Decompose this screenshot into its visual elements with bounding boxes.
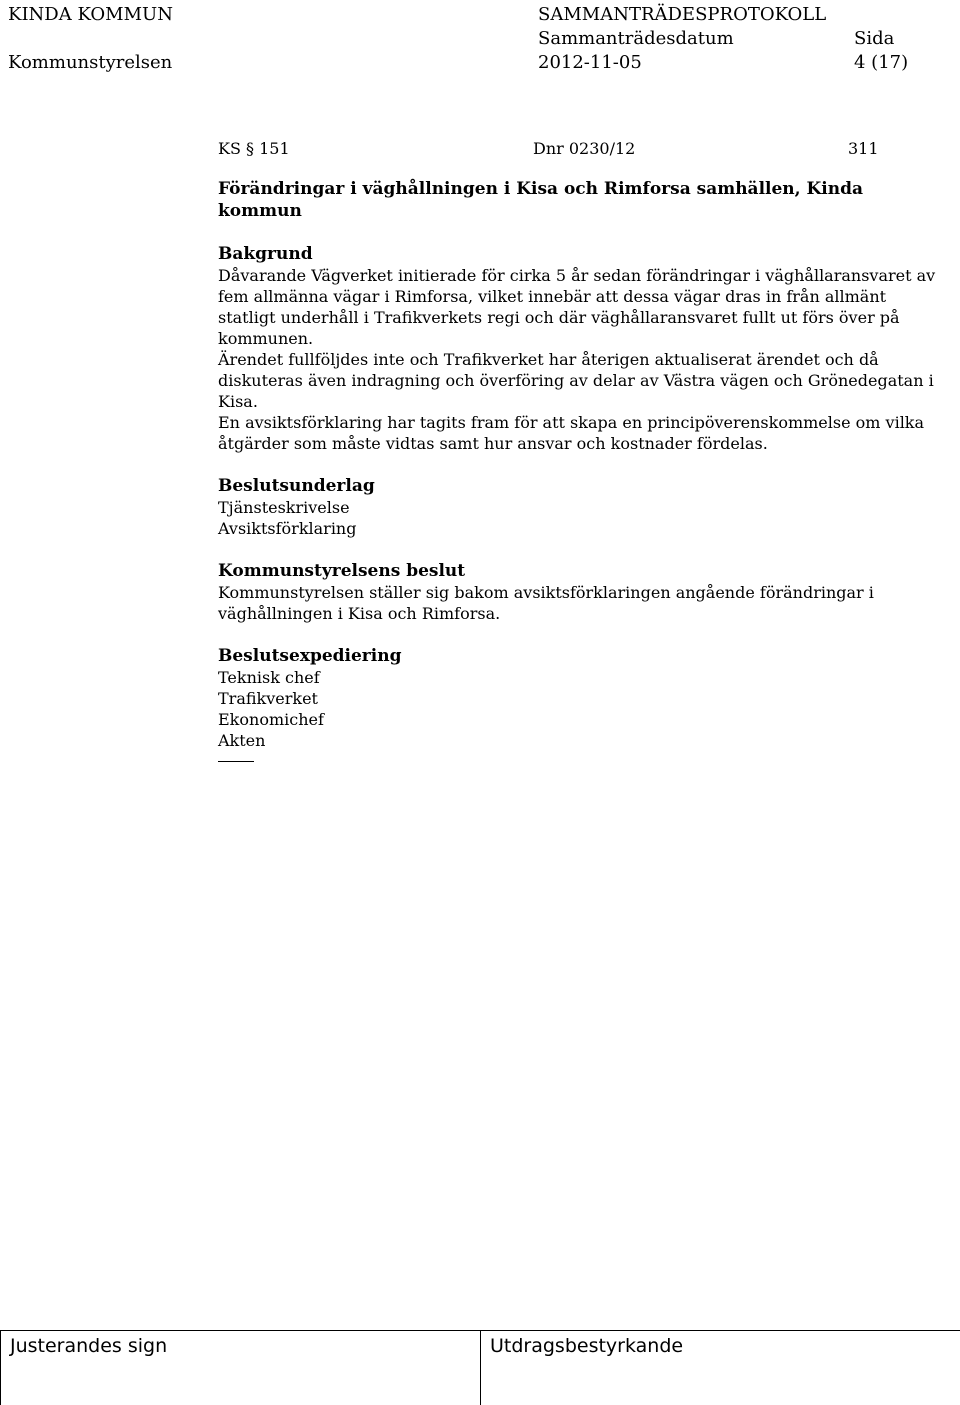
committee-name: Kommunstyrelsen xyxy=(8,52,173,73)
end-line xyxy=(218,761,254,762)
meeting-date: 2012-11-05 xyxy=(538,52,642,73)
certified-label: Utdragsbestyrkande xyxy=(490,1335,684,1357)
paragraph: Ärendet fullföljdes inte och Trafikverket har återigen aktualiserat ärendet och då diskuteras även indragning och överföring av delar av Västra vägen och Grönedegatan i Kisa. xyxy=(218,350,934,411)
page-label: Sida xyxy=(854,28,895,49)
case-reference-row xyxy=(218,138,938,160)
heading-beslutsexpediering: Beslutsexpediering xyxy=(218,646,402,666)
protocol-body xyxy=(218,138,938,762)
section-beslut xyxy=(218,560,938,624)
org-name: KINDA KOMMUN xyxy=(8,4,173,25)
date-label: Sammanträdesdatum xyxy=(538,28,734,49)
heading-beslutsunderlag: Beslutsunderlag xyxy=(218,476,375,496)
page-number: 4 (17) xyxy=(854,52,909,73)
sign-box xyxy=(0,1331,481,1405)
list-item: Avsiktsförklaring xyxy=(218,519,357,538)
ks-paragraph: KS § 151 xyxy=(218,139,290,158)
heading-beslut: Kommunstyrelsens beslut xyxy=(218,561,466,581)
case-dnr: Dnr 0230/12 xyxy=(533,139,636,158)
protocol-label: SAMMANTRÄDESPROTOKOLL xyxy=(538,4,827,25)
section-beslutsexpediering xyxy=(218,645,938,762)
heading-bakgrund: Bakgrund xyxy=(218,244,313,264)
list-item: Teknisk chef xyxy=(218,668,320,687)
list-item: Ekonomichef xyxy=(218,710,324,729)
sign-label: Justerandes sign xyxy=(10,1335,168,1357)
list-item: Tjänsteskrivelse xyxy=(218,498,350,517)
paragraph: En avsiktsförklaring har tagits fram för att skapa en principöverenskommelse om vilka åtgärder som måste vidtas samt hur ansvar och kostnader fördelas. xyxy=(218,413,925,453)
decision-text: Kommunstyrelsen ställer sig bakom avsiktsförklaringen angående förändringar i väghållningen i Kisa och Rimforsa. xyxy=(218,583,874,623)
list-item: Trafikverket xyxy=(218,689,318,708)
signature-footer xyxy=(0,1330,960,1405)
section-bakgrund xyxy=(218,243,938,454)
paragraph: Dåvarande Vägverket initierade för cirka 5 år sedan förändringar i väghållaransvaret av fem allmänna vägar i Rimforsa, vilket innebär att dessa vägar dras in från allmänt statligt underhåll i Trafikverkets regi och där väghållaransvaret fullt ut förs över på kommunen. xyxy=(218,266,936,348)
certified-box xyxy=(480,1331,960,1405)
case-title: Förändringar i väghållningen i Kisa och Rimforsa samhällen, Kinda kommun xyxy=(218,179,863,221)
list-item: Akten xyxy=(218,731,266,750)
case-number: 311 xyxy=(848,139,879,158)
section-beslutsunderlag xyxy=(218,475,938,539)
